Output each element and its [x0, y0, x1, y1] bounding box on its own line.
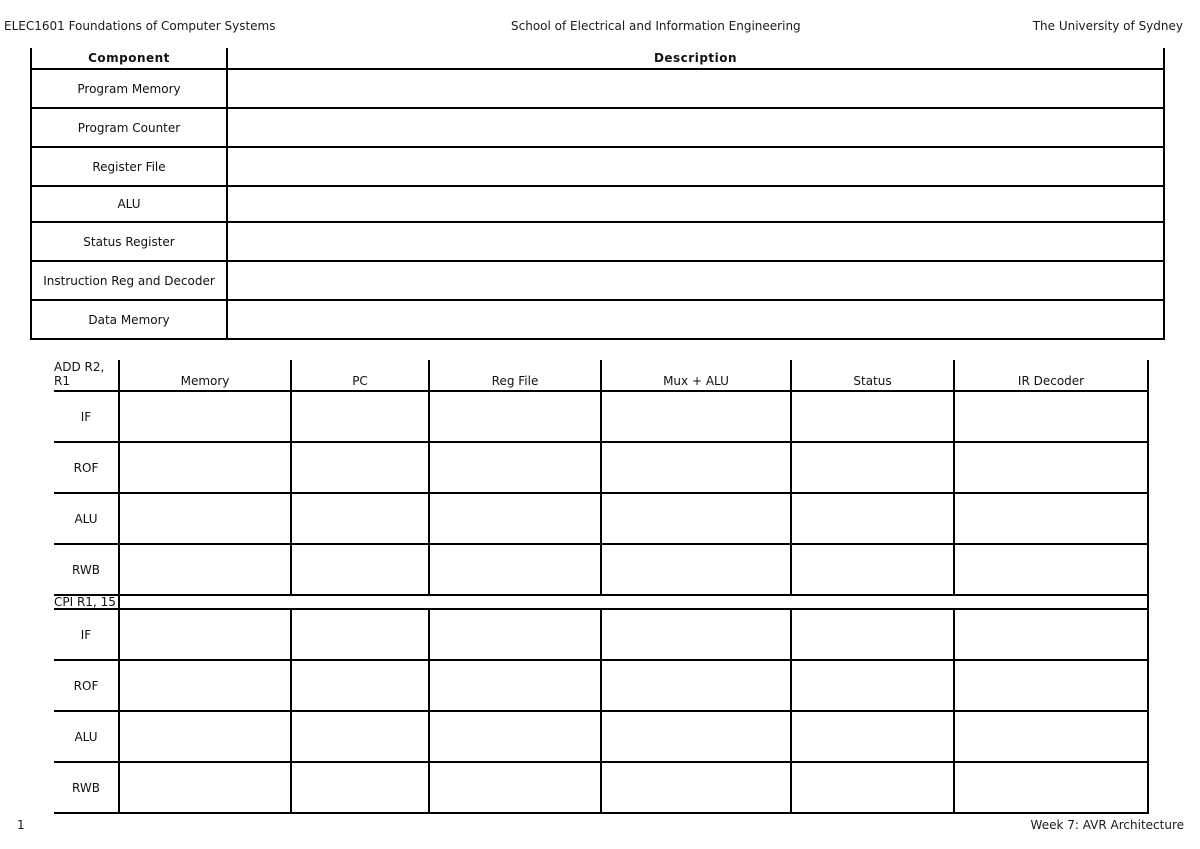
component-table-header	[31, 48, 1164, 69]
pipeline-cell[interactable]	[791, 762, 954, 813]
table-row	[31, 261, 1164, 300]
table-row	[31, 147, 1164, 186]
pipeline-cell[interactable]	[291, 442, 429, 493]
component-table	[30, 48, 1165, 340]
instruction-label-cpi: CPI R1, 15	[54, 595, 119, 609]
pipeline-cell[interactable]	[429, 544, 601, 595]
pipeline-header-row	[54, 360, 1148, 391]
pipeline-cell[interactable]	[954, 544, 1148, 595]
component-name: Data Memory	[31, 300, 227, 339]
header-university: The University of Sydney	[1032, 19, 1183, 33]
table-row	[54, 609, 1148, 660]
pipeline-cell[interactable]	[791, 391, 954, 442]
table-row	[54, 762, 1148, 813]
table-row	[31, 222, 1164, 261]
pipeline-cell[interactable]	[601, 442, 791, 493]
pipeline-cell[interactable]	[791, 544, 954, 595]
column-header-status: Status	[791, 360, 954, 391]
description-cell[interactable]	[227, 300, 1164, 339]
pipeline-cell[interactable]	[429, 391, 601, 442]
pipeline-cell[interactable]	[601, 711, 791, 762]
pipeline-cell[interactable]	[429, 762, 601, 813]
description-cell[interactable]	[227, 222, 1164, 261]
pipeline-cell[interactable]	[291, 544, 429, 595]
component-name: Register File	[31, 147, 227, 186]
table-row	[54, 544, 1148, 595]
pipeline-cell[interactable]	[291, 711, 429, 762]
pipeline-cell[interactable]	[119, 493, 291, 544]
pipeline-cell[interactable]	[954, 660, 1148, 711]
pipeline-cell[interactable]	[291, 609, 429, 660]
pipeline-cell[interactable]	[954, 609, 1148, 660]
pipeline-cell[interactable]	[791, 493, 954, 544]
description-cell[interactable]	[227, 147, 1164, 186]
instruction-row	[54, 595, 1148, 609]
footer-week: Week 7: AVR Architecture	[1030, 818, 1184, 832]
description-cell[interactable]	[227, 186, 1164, 222]
table-row	[31, 69, 1164, 108]
pipeline-cell[interactable]	[601, 762, 791, 813]
table-row	[54, 493, 1148, 544]
pipeline-cell[interactable]	[291, 493, 429, 544]
pipeline-cell[interactable]	[954, 711, 1148, 762]
pipeline-cell[interactable]	[601, 493, 791, 544]
description-cell[interactable]	[227, 261, 1164, 300]
pipeline-cell[interactable]	[119, 660, 291, 711]
column-header-reg-file: Reg File	[429, 360, 601, 391]
pipeline-cell[interactable]	[429, 711, 601, 762]
component-name: Instruction Reg and Decoder	[31, 261, 227, 300]
pipeline-cell[interactable]	[954, 442, 1148, 493]
stage-label: ALU	[54, 711, 119, 762]
stage-label: ALU	[54, 493, 119, 544]
pipeline-cell[interactable]	[119, 609, 291, 660]
table-row	[54, 391, 1148, 442]
component-name: ALU	[31, 186, 227, 222]
header-course: ELEC1601 Foundations of Computer Systems	[4, 19, 276, 33]
pipeline-cell[interactable]	[601, 660, 791, 711]
column-header-pc: PC	[291, 360, 429, 391]
stage-label: ROF	[54, 660, 119, 711]
pipeline-cell[interactable]	[954, 762, 1148, 813]
pipeline-cell[interactable]	[291, 660, 429, 711]
pipeline-cell[interactable]	[601, 609, 791, 660]
pipeline-cell[interactable]	[791, 711, 954, 762]
table-row	[54, 660, 1148, 711]
instruction-label-add: ADD R2, R1	[54, 360, 119, 391]
pipeline-cell[interactable]	[791, 660, 954, 711]
description-cell[interactable]	[227, 108, 1164, 147]
pipeline-cell[interactable]	[119, 391, 291, 442]
pipeline-cell[interactable]	[791, 442, 954, 493]
pipeline-cell[interactable]	[119, 711, 291, 762]
column-header-memory: Memory	[119, 360, 291, 391]
pipeline-cell[interactable]	[291, 762, 429, 813]
table-row	[31, 108, 1164, 147]
description-cell[interactable]	[227, 69, 1164, 108]
table-row	[31, 300, 1164, 339]
table-row	[31, 186, 1164, 222]
stage-label: RWB	[54, 544, 119, 595]
stage-label: IF	[54, 391, 119, 442]
pipeline-cell[interactable]	[119, 762, 291, 813]
description-header: Description	[227, 48, 1164, 69]
stage-label: RWB	[54, 762, 119, 813]
table-row	[54, 711, 1148, 762]
pipeline-cell[interactable]	[119, 442, 291, 493]
pipeline-cell[interactable]	[429, 609, 601, 660]
pipeline-cell[interactable]	[119, 544, 291, 595]
component-name: Program Memory	[31, 69, 227, 108]
pipeline-cell[interactable]	[601, 544, 791, 595]
instruction-separator	[119, 595, 1148, 609]
pipeline-cell[interactable]	[601, 391, 791, 442]
header-school: School of Electrical and Information Engineering	[511, 19, 801, 33]
stage-label: IF	[54, 609, 119, 660]
pipeline-cell[interactable]	[791, 609, 954, 660]
component-name: Status Register	[31, 222, 227, 261]
pipeline-cell[interactable]	[291, 391, 429, 442]
column-header-ir-decoder: IR Decoder	[954, 360, 1148, 391]
pipeline-cell[interactable]	[429, 493, 601, 544]
pipeline-cell[interactable]	[429, 442, 601, 493]
component-name: Program Counter	[31, 108, 227, 147]
pipeline-cell[interactable]	[954, 391, 1148, 442]
footer-page-number: 1	[17, 818, 25, 832]
pipeline-cell[interactable]	[429, 660, 601, 711]
component-header: Component	[31, 48, 227, 69]
pipeline-table	[54, 360, 1149, 814]
stage-label: ROF	[54, 442, 119, 493]
column-header-mux-alu: Mux + ALU	[601, 360, 791, 391]
table-row	[54, 442, 1148, 493]
pipeline-cell[interactable]	[954, 493, 1148, 544]
